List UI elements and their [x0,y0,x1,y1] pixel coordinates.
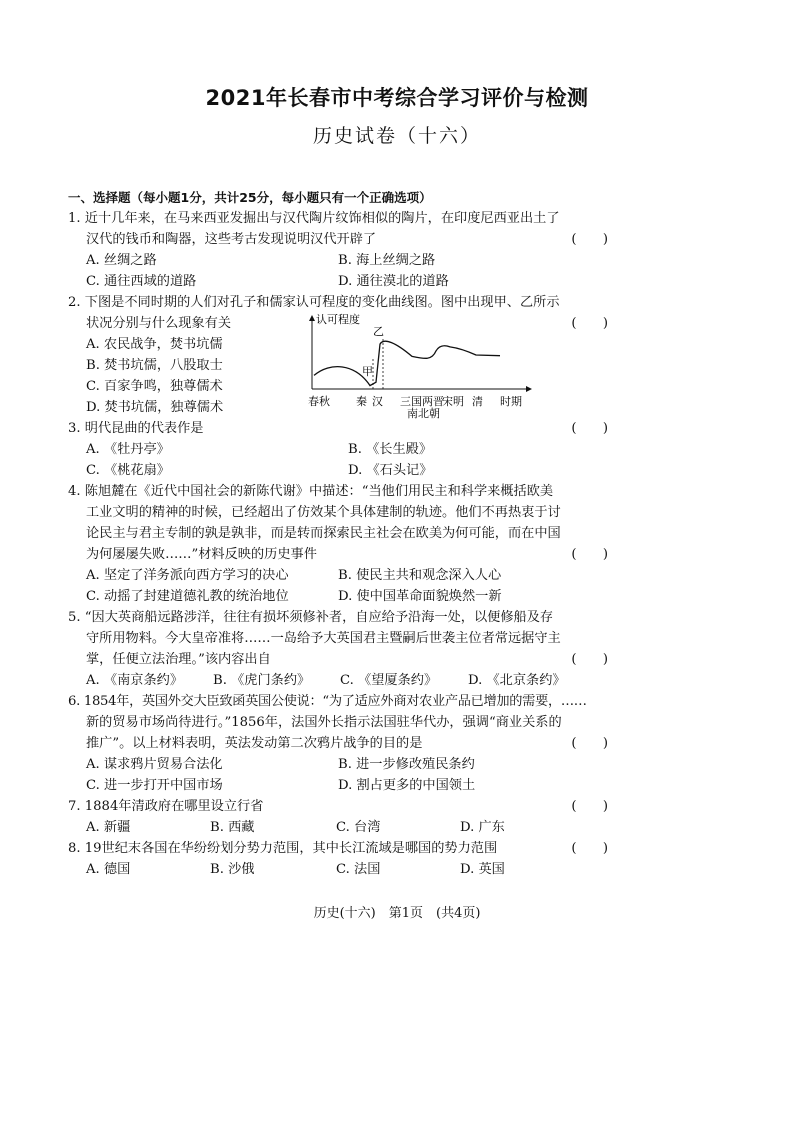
y-axis-label: 认可程度 [316,313,360,326]
option-c[interactable]: C. 通往西域的道路 [86,274,197,289]
question-text: 推广”。以上材料表明，英法发动第二次鸦片战争的目的是 [86,736,423,751]
x-tick-label-sub: 南北朝 [407,407,440,419]
question-text-line [68,544,608,565]
option-d[interactable]: D. 《北京条约》 [468,673,566,688]
question-1 [68,208,608,292]
option-a[interactable]: A. 新疆 [86,820,131,835]
question-4 [68,481,608,607]
question-text: 4. 陈旭麓在《近代中国社会的新陈代谢》中描述：“当他们用民主和科学来概括欧美 [68,484,554,499]
question-text: 新的贸易市场尚待进行。”1856年，法国外长指示法国驻华代办，强调“商业关系的 [86,715,562,730]
option-b[interactable]: B. 使民主共和观念深入人心 [338,568,502,583]
options-row [68,670,608,691]
page-footer: 历史(十六) 第1页 (共4页) [313,906,481,921]
option-d[interactable]: D. 英国 [460,862,505,877]
options-row [68,460,608,481]
option-c[interactable]: C. 台湾 [336,820,381,835]
option-b[interactable]: B. 进一步修改殖民条约 [338,757,475,772]
annotation-jia: 甲 [362,365,373,378]
question-6 [68,691,608,796]
question-2 [68,292,608,418]
question-8 [68,838,608,880]
question-area [68,188,608,880]
option-d[interactable]: D. 焚书坑儒，独尊儒术 [86,400,224,415]
option-b[interactable]: B. 海上丝绸之路 [338,253,436,268]
x-axis-arrow [526,386,532,392]
option-b[interactable]: B. 《虎门条约》 [213,673,311,688]
options-row [68,439,608,460]
options-row [68,565,608,586]
question-text: 汉代的钱币和陶器，这些考古发现说明汉代开辟了 [86,232,377,247]
question-text: 掌，任便立法治理。”该内容出自 [86,652,271,667]
option-b[interactable]: B. 焚书坑儒，八股取士 [86,358,223,373]
question-text: 论民主与君主专制的孰是孰非，而是转而探索民主社会在欧美为何可能，而在中国 [86,526,561,541]
x-axis-label: 时期 [500,395,522,408]
option-a[interactable]: A. 丝绸之路 [86,253,157,268]
x-tick-label: 三国两晋 [400,395,444,408]
answer-blank[interactable]: ( ) [571,316,608,331]
option-c[interactable]: C. 《望厦条约》 [340,673,438,688]
question-text: 8. 19世纪末各国在华纷纷划分势力范围，其中长江流域是哪国的势力范围 [68,841,498,856]
options-row [68,859,608,880]
x-tick-label: 秦 [356,395,367,408]
options-row [68,586,608,607]
option-c[interactable]: C. 动摇了封建道德礼教的统治地位 [86,589,289,604]
question-text: 3. 明代昆曲的代表作是 [68,421,204,436]
question-text: 6. 1854年，英国外交大臣致函英国公使说：“为了适应外商对农业产品已增加的需要，…… [68,694,587,709]
answer-blank[interactable]: ( ) [571,736,608,751]
answer-blank[interactable]: ( ) [571,232,608,247]
y-axis-arrow [309,315,315,321]
question-text: 7. 1884年清政府在哪里设立行省 [68,799,264,814]
question-text-line [68,733,608,754]
question-text: 守所用物料。今大皇帝准将……一岛给予大英国君主暨嗣后世袭主位者常远据守主 [86,631,561,646]
question-text: 5. “因大英商船远路涉洋，往往有损坏须修补者，自应给予沿海一处，以便修船及存 [68,610,554,625]
exam-title: 2021年长春市中考综合学习评价与检测 [205,86,589,110]
option-c[interactable]: C. 《桃花扇》 [86,463,170,478]
question-text-line [68,229,608,250]
option-b[interactable]: B. 沙俄 [210,862,255,877]
question-text-line [68,796,608,817]
option-d[interactable]: D. 广东 [460,820,505,835]
question-text: 状况分别与什么现象有关 [86,316,232,331]
options-row [68,250,608,271]
answer-blank[interactable]: ( ) [571,421,608,436]
option-c[interactable]: C. 法国 [336,862,381,877]
option-d[interactable]: D. 《石头记》 [348,463,433,478]
question-text: 1. 近十几年来，在马来西亚发掘出与汉代陶片纹饰相似的陶片，在印度尼西亚出土了 [68,211,560,226]
question-7 [68,796,608,838]
answer-blank[interactable]: ( ) [571,841,608,856]
option-b[interactable]: B. 西藏 [210,820,255,835]
answer-blank[interactable]: ( ) [571,799,608,814]
option-c[interactable]: C. 进一步打开中国市场 [86,778,223,793]
chart-svg [300,313,540,419]
option-a[interactable]: A. 谋求鸦片贸易合法化 [86,757,223,772]
question-5 [68,607,608,691]
answer-blank[interactable]: ( ) [571,652,608,667]
question-3 [68,418,608,481]
option-a[interactable]: A. 德国 [86,862,131,877]
question-text: 2. 下图是不同时期的人们对孔子和儒家认可程度的变化曲线图。图中出现甲、乙所示 [68,295,560,310]
option-c[interactable]: C. 百家争鸣，独尊儒术 [86,379,223,394]
option-d[interactable]: D. 使中国革命面貌焕然一新 [338,589,502,604]
recognition-curve [314,341,500,385]
option-d[interactable]: D. 通往漠北的道路 [338,274,449,289]
x-tick-label: 宋明 [442,395,464,408]
confucian-recognition-chart [300,313,540,419]
x-tick-label: 春秋 [308,395,330,408]
options-row [68,754,608,775]
options-row [68,775,608,796]
question-text-line [68,649,608,670]
section-heading: 一、选择题（每小题1分，共计25分，每小题只有一个正确选项） [68,190,432,205]
option-a[interactable]: A. 坚定了洋务派向西方学习的决心 [86,568,289,583]
question-text-line [68,418,608,439]
q2-body [68,313,608,418]
options-row [68,817,608,838]
option-d[interactable]: D. 割占更多的中国领土 [338,778,476,793]
option-a[interactable]: A. 《牡丹亭》 [86,442,170,457]
exam-subtitle: 历史试卷（十六） [312,125,481,147]
option-a[interactable]: A. 《南京条约》 [86,673,184,688]
annotation-yi: 乙 [373,325,384,338]
option-a[interactable]: A. 农民战争，焚书坑儒 [86,337,223,352]
options-row [68,271,608,292]
question-text: 为何屡屡失败……”材料反映的历史事件 [86,547,317,562]
x-tick-label: 清 [472,395,483,408]
option-b[interactable]: B. 《长生殿》 [348,442,433,457]
question-text-line [68,838,608,859]
x-tick-label: 汉 [372,395,383,408]
answer-blank[interactable]: ( ) [571,547,608,562]
x-tick-labels [308,394,483,419]
question-text: 工业文明的精神的时候，已经超出了仿效某个具体建制的轨迹。他们不再热衷于讨 [86,505,561,520]
